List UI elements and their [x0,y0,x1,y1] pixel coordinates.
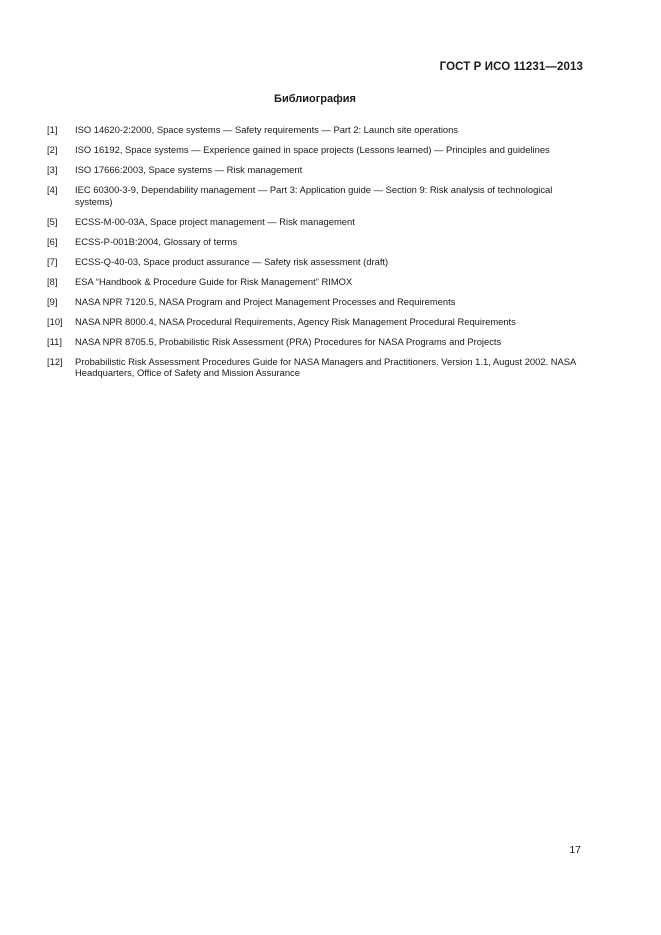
bibliography-title: Библиография [274,93,356,105]
entry-number: [6] [47,235,58,247]
entry-text: NASA NPR 8705.5, Probabilistic Risk Assessment (PRA) Procedures for NASA Programs and Projects [75,335,502,347]
entry-number: [12] [47,355,63,367]
entry-text: IEC 60300-3-9, Dependability management — Part 3: Application guide — Section 9: Risk analysis of technological systems) [75,184,553,207]
bibliography-entry [47,256,587,268]
bibliography-entry [47,316,587,328]
entry-text: NASA NPR 8000.4, NASA Procedural Requirements, Agency Risk Management Procedural Requirements [75,315,516,327]
bibliography-entry [47,296,587,308]
entry-number: [5] [47,215,58,227]
bibliography-entry [47,236,587,248]
entry-number: [10] [47,315,63,327]
entry-text: Probabilistic Risk Assessment Procedures Guide for NASA Managers and Practitioners. Version 1.1, August 2002. NASA Headquarters, Office of Safety and Mission Assurance [75,355,576,378]
bibliography-entry [47,184,587,207]
bibliography-entry [47,144,587,156]
entry-number: [1] [47,124,58,135]
entry-text: ISO 14620-2:2000, Space systems — Safety requirements — Part 2: Launch site operations [75,124,459,135]
bibliography-entry [47,164,587,176]
bibliography-list [47,124,587,387]
entry-text: NASA NPR 7120.5, NASA Program and Project Management Processes and Requirements [75,295,456,307]
bibliography-entry [47,216,587,228]
entry-text: ESA “Handbook & Procedure Guide for Risk Management” RIMOX [75,275,353,287]
entry-number: [4] [47,184,58,195]
bibliography-entry [47,356,587,379]
entry-number: [9] [47,295,58,307]
entry-number: [7] [47,255,58,267]
entry-number: [8] [47,275,58,287]
entry-number: [2] [47,144,58,155]
entry-text: ECSS-P-001B:2004, Glossary of terms [75,235,238,247]
entry-text: ISO 16192, Space systems — Experience gained in space projects (Lessons learned) — Principles and guidelines [75,144,550,155]
bibliography-entry [47,336,587,348]
page-number: 17 [569,844,581,856]
bibliography-entry [47,276,587,288]
entry-number: [3] [47,164,58,175]
entry-text: ECSS-Q-40-03, Space product assurance — Safety risk assessment (draft) [75,255,389,267]
bibliography-entry [47,124,587,136]
entry-number: [11] [47,335,62,347]
entry-text: ISO 17666:2003, Space systems — Risk management [75,164,303,175]
standard-code-header: ГОСТ Р ИСО 11231—2013 [439,61,583,73]
entry-text: ECSS-M-00-03A, Space project management — Risk management [75,215,355,227]
